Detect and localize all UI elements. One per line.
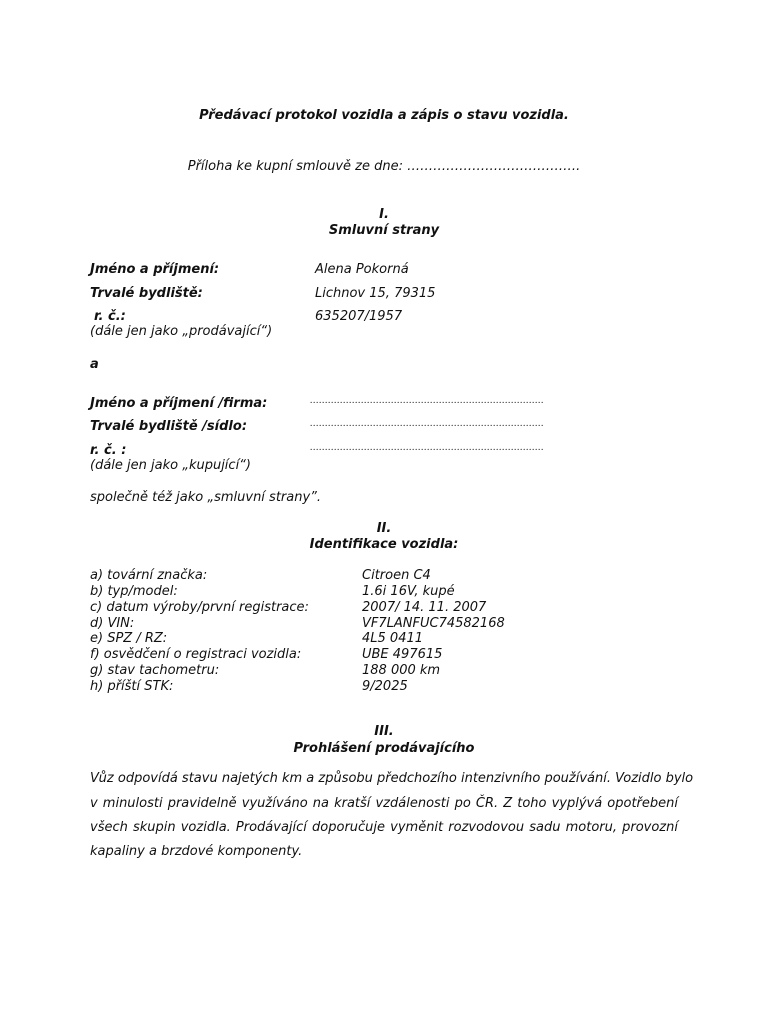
vehicle-row-label: g) stav tachometru: [90,663,220,678]
annex-line [0,159,768,174]
seller-name-label: Jméno a příjmení: [90,262,220,277]
vehicle-row-label: f) osvědčení o registraci vozidla: [90,647,302,662]
buyer-address-label: Trvalé bydliště /sídlo: [90,419,248,434]
seller-id-value: 635207/1957 [315,309,403,324]
vehicle-row-value: 9/2025 [362,679,408,694]
seller-role-note: (dále jen jako „prodávající“) [90,324,273,339]
buyer-id-label: r. č. : [90,443,127,458]
paragraph-line: všech skupin vozidla. Prodávající doporučuje vyměnit rozvodovou sadu motoru, provozní [90,820,678,835]
vehicle-row-value: 188 000 km [362,663,441,678]
section1-number: I. [379,207,389,222]
seller-id-label: r. č.: [94,309,126,324]
section2-number: II. [376,521,392,536]
vehicle-row-value: UBE 497615 [362,647,443,662]
vehicle-row-value: 4L5 0411 [362,631,424,646]
vehicle-row-label: c) datum výroby/první registrace: [90,600,309,615]
paragraph-line: v minulosti pravidelně využíváno na kratší vzdálenosti po ČR. Z toho vyplývá opotřebení [90,796,678,811]
buyer-name-blank: …………………………………………………………………… [310,396,544,406]
vehicle-row-label: h) příští STK: [90,679,174,694]
vehicle-row-value: 2007/ 14. 11. 2007 [362,600,487,615]
together-note: společně též jako „smluvní strany”. [90,490,322,505]
buyer-address-blank: …………………………………………………………………… [310,419,544,429]
seller-address-value: Lichnov 15, 79315 [315,286,436,301]
annex-label: Příloha ke kupní smlouvě ze dne: [187,159,403,174]
section3-heading: Prohlášení prodávajícího [293,741,475,756]
buyer-role-note: (dále jen jako „kupující“) [90,458,251,473]
vehicle-row-label: e) SPZ / RZ: [90,631,168,646]
buyer-id-blank: …………………………………………………………………… [310,443,544,453]
document-title: Předávací protokol vozidla a zápis o stavu vozidla. [199,108,569,123]
section3-number: III. [374,724,394,739]
section2-heading: Identifikace vozidla: [309,537,459,552]
buyer-name-label: Jméno a příjmení /firma: [90,396,268,411]
section1-heading: Smluvní strany [328,223,440,238]
conjunction: a [90,357,99,372]
vehicle-row-label: d) VIN: [90,616,135,631]
paragraph-line: Vůz odpovídá stavu najetých km a způsobu předchozího intenzivního používání. Vozidlo bylo [90,771,694,786]
seller-name-value: Alena Pokorná [315,262,409,277]
vehicle-row-value: Citroen C4 [362,568,431,583]
paragraph-line: kapaliny a brzdové komponenty. [90,844,303,859]
vehicle-row-label: a) tovární značka: [90,568,208,583]
vehicle-row-value: 1.6i 16V, kupé [362,584,455,599]
seller-address-label: Trvalé bydliště: [90,286,203,301]
vehicle-row-value: VF7LANFUC74582168 [362,616,505,631]
annex-date-blank: …………………………………. [407,159,581,174]
vehicle-row-label: b) typ/model: [90,584,178,599]
